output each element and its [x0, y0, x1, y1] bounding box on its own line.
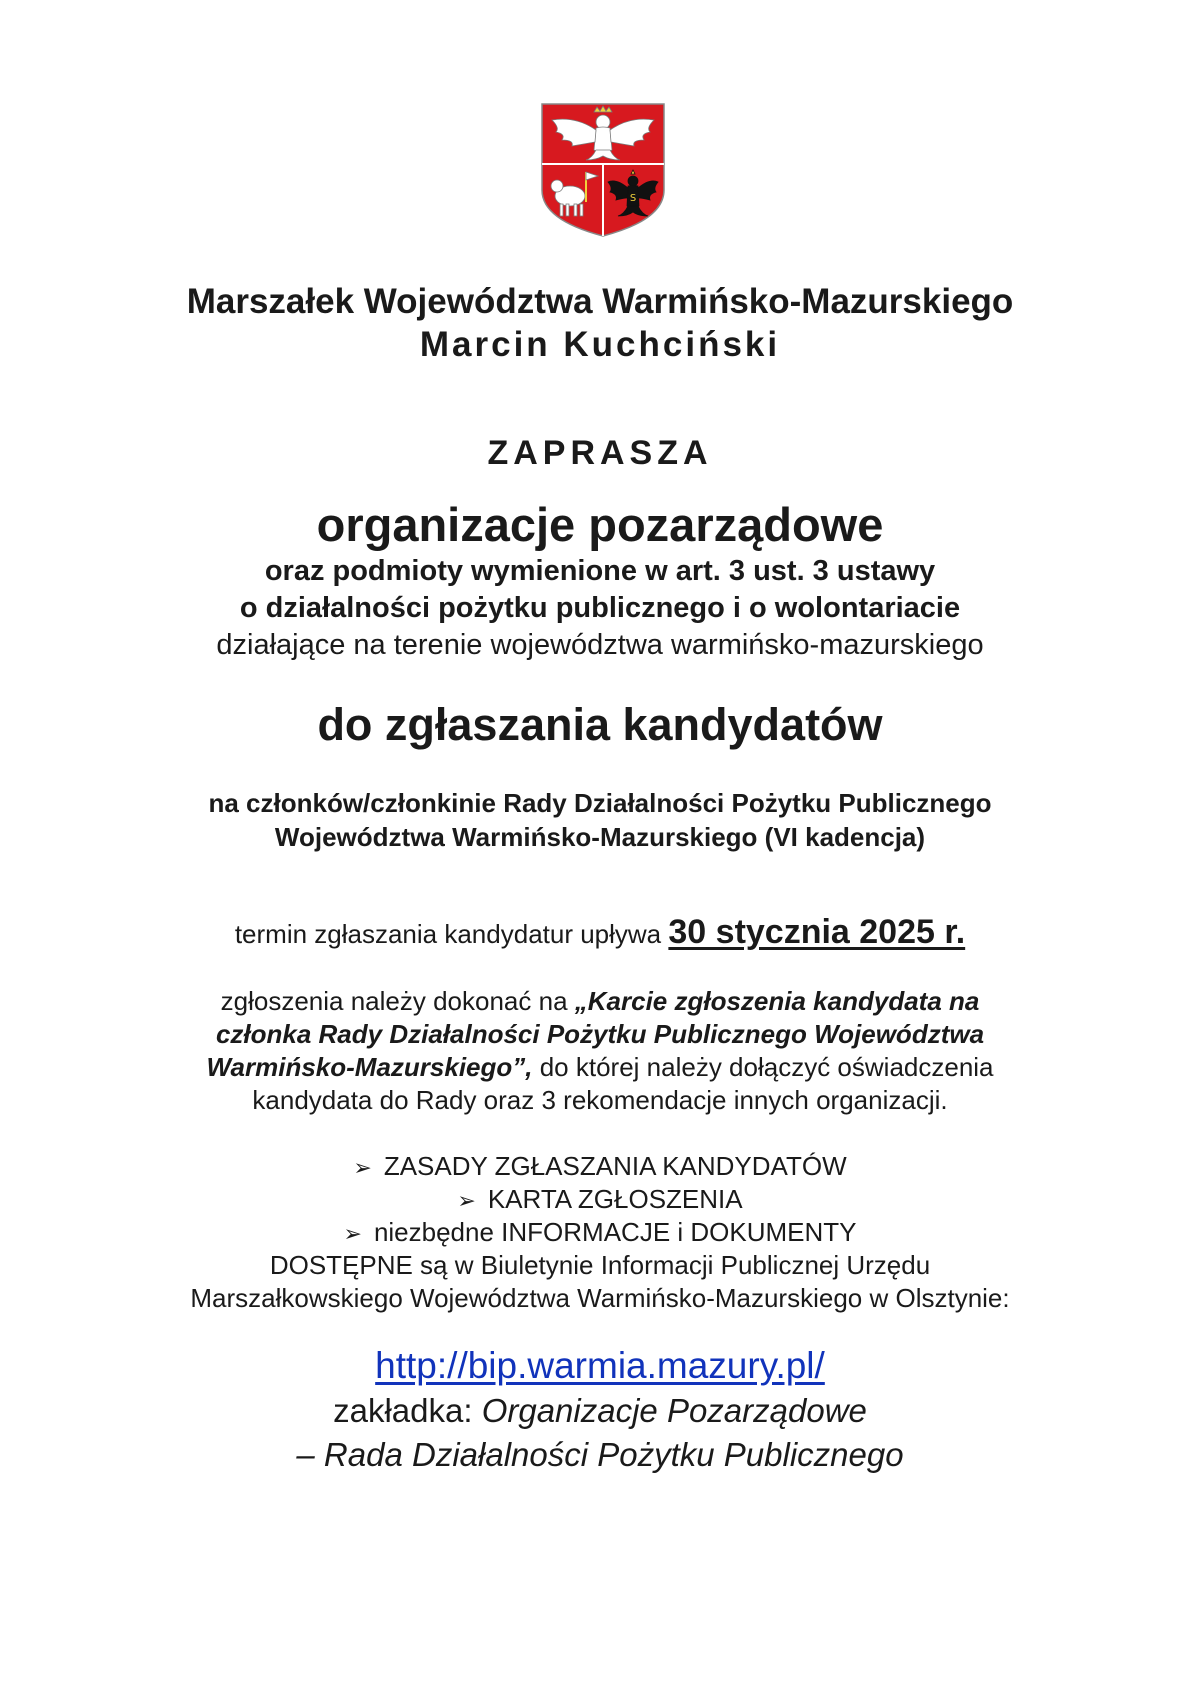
coat-of-arms-logo: [540, 102, 666, 238]
list-item-label: KARTA ZGŁOSZENIA: [487, 1184, 743, 1214]
svg-text:S: S: [629, 193, 637, 204]
invitation-subline-2: o działalności pożytku publicznego i o wolontariacie: [239, 592, 961, 624]
deadline-date: 30 stycznia 2025 r.: [668, 913, 966, 951]
list-item: [0, 1216, 1200, 1250]
submission-text: do której należy dołączyć oświadczenia: [532, 1052, 994, 1082]
deadline-text: termin zgłaszania kandydatur upływa: [234, 919, 662, 949]
form-title-part: „Karcie zgłoszenia kandydata na: [574, 986, 980, 1016]
availability-line-2: Marszałkowskiego Województwa Warmińsko-Mazurskiego w Olsztynie:: [190, 1283, 1010, 1313]
list-item: [0, 1183, 1200, 1217]
issuer-title: Marszałek Województwa Warmińsko-Mazurskiego: [186, 282, 1014, 321]
tab-path-1: Organizacje Pozarządowe: [481, 1392, 867, 1429]
submission-line-3: [0, 1051, 1200, 1084]
invitation-purpose: do zgłaszania kandydatów: [317, 699, 883, 750]
deadline-line: [0, 910, 1200, 956]
submission-line-1: [0, 985, 1200, 1018]
bip-link[interactable]: http://bip.warmia.mazury.pl/: [375, 1345, 825, 1386]
invitation-subline-3: działające na terenie województwa warmińsko-mazurskiego: [216, 629, 984, 661]
tab-info-line-1: [0, 1389, 1200, 1433]
submission-paragraph: [0, 985, 1200, 1117]
invitation-verb: ZAPRASZA: [487, 434, 713, 472]
list-item-label: ZASADY ZGŁASZANIA KANDYDATÓW: [383, 1151, 847, 1181]
invitation-target: organizacje pozarządowe: [316, 498, 884, 551]
form-title-part: członka Rady Działalności Pożytku Publicznego Województwa: [215, 1019, 985, 1049]
arrow-bullet-icon: ➢: [353, 1155, 372, 1180]
availability-line-1: DOSTĘPNE są w Biuletynie Informacji Publicznej Urzędu: [269, 1250, 931, 1280]
arrow-bullet-icon: ➢: [457, 1188, 476, 1213]
invitation-subline-1: oraz podmioty wymienione w art. 3 ust. 3 ustawy: [264, 555, 936, 587]
list-item: [0, 1150, 1200, 1184]
issuer-name: Marcin Kuchciński: [419, 325, 781, 364]
arrow-bullet-icon: ➢: [343, 1221, 362, 1246]
submission-text: zgłoszenia należy dokonać na: [220, 986, 575, 1016]
submission-line-4: kandydata do Rady oraz 3 rekomendacje innych organizacji.: [252, 1085, 948, 1115]
tab-label: zakładka:: [333, 1392, 482, 1429]
list-item-label: niezbędne INFORMACJE i DOKUMENTY: [373, 1217, 857, 1247]
council-line-1: na członków/członkinie Rady Działalności Pożytku Publicznego: [208, 788, 992, 818]
tab-path-2: – Rada Działalności Pożytku Publicznego: [296, 1436, 904, 1473]
form-title-part: Warmińsko-Mazurskiego”,: [206, 1052, 533, 1082]
council-line-2: Województwa Warmińsko-Mazurskiego (VI kadencja): [274, 822, 926, 852]
